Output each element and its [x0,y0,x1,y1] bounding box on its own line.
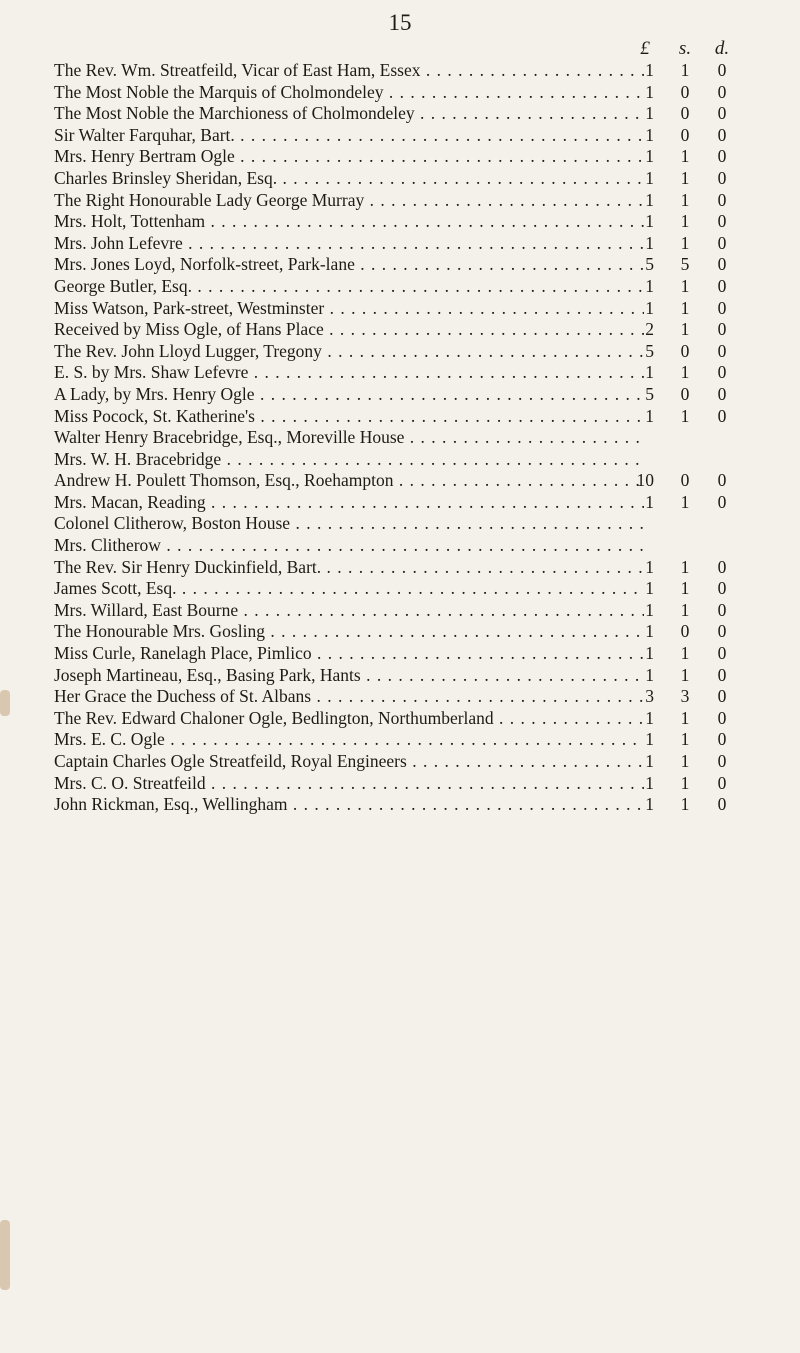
shillings-amount: 0 [680,81,690,102]
pence-column-header: d. [714,38,730,59]
pence-amount: 0 [717,729,727,750]
subscriber-name: Walter Henry Bracebridge, Esq., Moreville House . . . [54,427,644,449]
list-item [54,427,786,449]
shillings-amount: 1 [680,578,690,599]
list-item [54,621,786,643]
subscriber-name: Miss Watson, Park-street, Westminster . . . [54,298,644,320]
pence-amount: 0 [717,275,727,296]
list-item [54,686,786,708]
subscriber-name: Mrs. Clitherow . . . [54,535,644,557]
subscriber-name: Andrew H. Poulett Thomson, Esq., Roehampton . . . [54,470,644,492]
subscriber-name: Mrs. W. H. Bracebridge . . . [54,449,644,471]
pounds-amount: 3 [645,686,654,707]
shillings-amount: 1 [680,319,690,340]
pounds-amount: 1 [645,772,654,793]
list-item [54,600,786,622]
subscriber-name: George Butler, Esq. . . . [54,276,644,298]
shillings-amount: 1 [680,556,690,577]
list-item [54,60,786,82]
pounds-amount: 1 [645,167,654,188]
pence-amount: 0 [717,621,727,642]
pence-amount: 0 [717,232,727,253]
subscriber-name: E. S. by Mrs. Shaw Lefevre . . . [54,362,644,384]
shillings-amount: 0 [680,124,690,145]
pounds-amount: 1 [645,211,654,232]
list-item [54,341,786,363]
list-item [54,82,786,104]
pence-amount: 0 [717,340,727,361]
pounds-amount: 1 [645,729,654,750]
pounds-amount: 2 [645,319,654,340]
subscriber-name: Mrs. Jones Loyd, Norfolk-street, Park-lane . . . [54,254,644,276]
list-item [54,168,786,190]
pence-amount: 0 [717,556,727,577]
subscriber-name: The Rev. Wm. Streatfeild, Vicar of East Ham, Essex . . . [54,60,644,82]
subscriber-name: John Rickman, Esq., Wellingham . . . [54,794,644,816]
subscriber-name: The Most Noble the Marquis of Cholmondeley . . . [54,82,644,104]
shillings-amount: 1 [680,232,690,253]
list-item [54,298,786,320]
pence-amount: 0 [717,751,727,771]
shillings-amount: 1 [680,643,690,664]
shillings-amount: 1 [680,146,690,167]
shillings-amount: 1 [680,297,690,318]
shillings-amount: 1 [680,405,690,426]
subscriber-name: A Lady, by Mrs. Henry Ogle . . . [54,384,644,406]
pounds-amount: 5 [645,383,654,404]
list-item [54,794,786,816]
pounds-amount: 1 [645,124,654,145]
shillings-amount: 1 [680,599,690,620]
pounds-amount: 5 [645,254,654,275]
pence-amount: 0 [717,686,727,707]
pounds-amount: 1 [645,664,654,685]
list-item [54,103,786,125]
pence-amount: 0 [717,103,727,124]
shillings-amount: 0 [680,383,690,404]
shillings-amount: 1 [680,664,690,685]
shillings-column-header: s. [678,38,692,59]
list-item [54,125,786,147]
pence-amount: 0 [717,383,727,404]
paper-stain [0,1220,10,1290]
subscriber-name: The Rev. Sir Henry Duckinfield, Bart. . . . [54,557,644,579]
pence-amount: 0 [717,794,727,815]
pence-amount: 0 [717,146,727,167]
pounds-amount: 1 [645,81,654,102]
pence-amount: 0 [717,124,727,145]
list-item [54,146,786,168]
shillings-amount: 0 [680,470,690,491]
pence-amount: 0 [717,167,727,188]
pence-amount: 0 [717,772,727,793]
pounds-amount: 1 [645,621,654,642]
pounds-amount: 1 [645,491,654,512]
pence-amount: 0 [717,297,727,318]
subscriber-name: Miss Pocock, St. Katherine's . . . [54,406,644,428]
shillings-amount: 1 [680,189,690,210]
pounds-amount: 1 [645,405,654,426]
shillings-amount: 1 [680,751,690,771]
pounds-amount: 1 [645,643,654,664]
subscriber-name: James Scott, Esq. . . . [54,578,644,600]
pence-amount: 0 [717,211,727,232]
pounds-amount: 1 [645,794,654,815]
shillings-amount: 1 [680,772,690,793]
subscriber-name: The Honourable Mrs. Gosling . . . [54,621,644,643]
pounds-amount: 1 [645,707,654,728]
list-item [54,773,786,795]
pence-amount: 0 [717,405,727,426]
pounds-amount: 1 [645,232,654,253]
list-item [54,233,786,255]
pounds-amount: 10 [636,470,654,491]
shillings-amount: 0 [680,103,690,124]
list-item [54,449,786,471]
pounds-column-header: £ [640,38,650,59]
list-item [54,492,786,514]
paper-stain [0,690,10,716]
subscriber-name: Captain Charles Ogle Streatfeild, Royal Engineers . . . [54,751,644,773]
list-item [54,254,786,276]
pence-amount: 0 [717,599,727,620]
list-item [54,557,786,579]
list-item [54,190,786,212]
subscriber-name: Mrs. C. O. Streatfeild . . . [54,773,644,795]
pence-amount: 0 [717,707,727,728]
subscriber-name: Colonel Clitherow, Boston House . . . [54,513,644,535]
list-item [54,729,786,751]
pounds-amount: 1 [645,275,654,296]
list-item [54,643,786,665]
pence-amount: 0 [717,81,727,102]
list-item [54,211,786,233]
pence-amount: 0 [717,189,727,210]
pounds-amount: 1 [645,189,654,210]
pence-amount: 0 [717,60,727,80]
page-number: 15 [388,10,412,35]
list-item [54,708,786,730]
subscriber-name: Her Grace the Duchess of St. Albans . . . [54,686,644,708]
shillings-amount: 1 [680,60,690,80]
list-item [54,513,786,535]
list-item [54,362,786,384]
list-item [54,578,786,600]
pounds-amount: 1 [645,578,654,599]
subscriber-name: Sir Walter Farquhar, Bart. . . . [54,125,644,147]
subscriber-name: Mrs. E. C. Ogle . . . [54,729,644,751]
shillings-amount: 1 [680,707,690,728]
pounds-amount: 1 [645,751,654,771]
pounds-amount: 1 [645,362,654,383]
list-item [54,665,786,687]
shillings-amount: 1 [680,794,690,815]
pounds-amount: 1 [645,146,654,167]
list-item [54,319,786,341]
list-item [54,535,786,557]
pence-amount: 0 [717,362,727,383]
subscriber-name: Mrs. John Lefevre . . . [54,233,644,255]
pence-amount: 0 [717,254,727,275]
shillings-amount: 1 [680,362,690,383]
shillings-amount: 1 [680,729,690,750]
subscription-list [54,60,786,816]
subscriber-name: Mrs. Willard, East Bourne . . . [54,600,644,622]
pounds-amount: 1 [645,103,654,124]
subscriber-name: The Rev. Edward Chaloner Ogle, Bedlington, Northumberland . . . [54,708,644,730]
shillings-amount: 0 [680,621,690,642]
pounds-amount: 1 [645,556,654,577]
subscriber-name: Charles Brinsley Sheridan, Esq. . . . [54,168,644,190]
subscriber-name: Mrs. Macan, Reading . . . [54,492,644,514]
list-item [54,470,786,492]
subscriber-name: Joseph Martineau, Esq., Basing Park, Hants . . . [54,665,644,687]
pence-amount: 0 [717,643,727,664]
pence-amount: 0 [717,491,727,512]
pounds-amount: 5 [645,340,654,361]
column-headers [0,38,800,62]
pence-amount: 0 [717,664,727,685]
shillings-amount: 1 [680,491,690,512]
subscriber-name: The Right Honourable Lady George Murray . . . [54,190,644,212]
pence-amount: 0 [717,319,727,340]
shillings-amount: 1 [680,167,690,188]
subscriber-name: The Rev. John Lloyd Lugger, Tregony . . . [54,341,644,363]
shillings-amount: 3 [680,686,690,707]
list-item [54,384,786,406]
subscriber-name: Mrs. Henry Bertram Ogle . . . [54,146,644,168]
shillings-amount: 5 [680,254,690,275]
pence-amount: 0 [717,578,727,599]
list-item [54,751,786,773]
shillings-amount: 0 [680,340,690,361]
subscriber-name: Received by Miss Ogle, of Hans Place . . . [54,319,644,341]
subscriber-name: The Most Noble the Marchioness of Cholmondeley . . . [54,103,644,125]
subscriber-name: Miss Curle, Ranelagh Place, Pimlico . . . [54,643,644,665]
pounds-amount: 1 [645,60,654,80]
pounds-amount: 1 [645,297,654,318]
list-item [54,276,786,298]
pounds-amount: 1 [645,599,654,620]
list-item [54,406,786,428]
shillings-amount: 1 [680,275,690,296]
subscriber-name: Mrs. Holt, Tottenham . . . [54,211,644,233]
shillings-amount: 1 [680,211,690,232]
pence-amount: 0 [717,470,727,491]
